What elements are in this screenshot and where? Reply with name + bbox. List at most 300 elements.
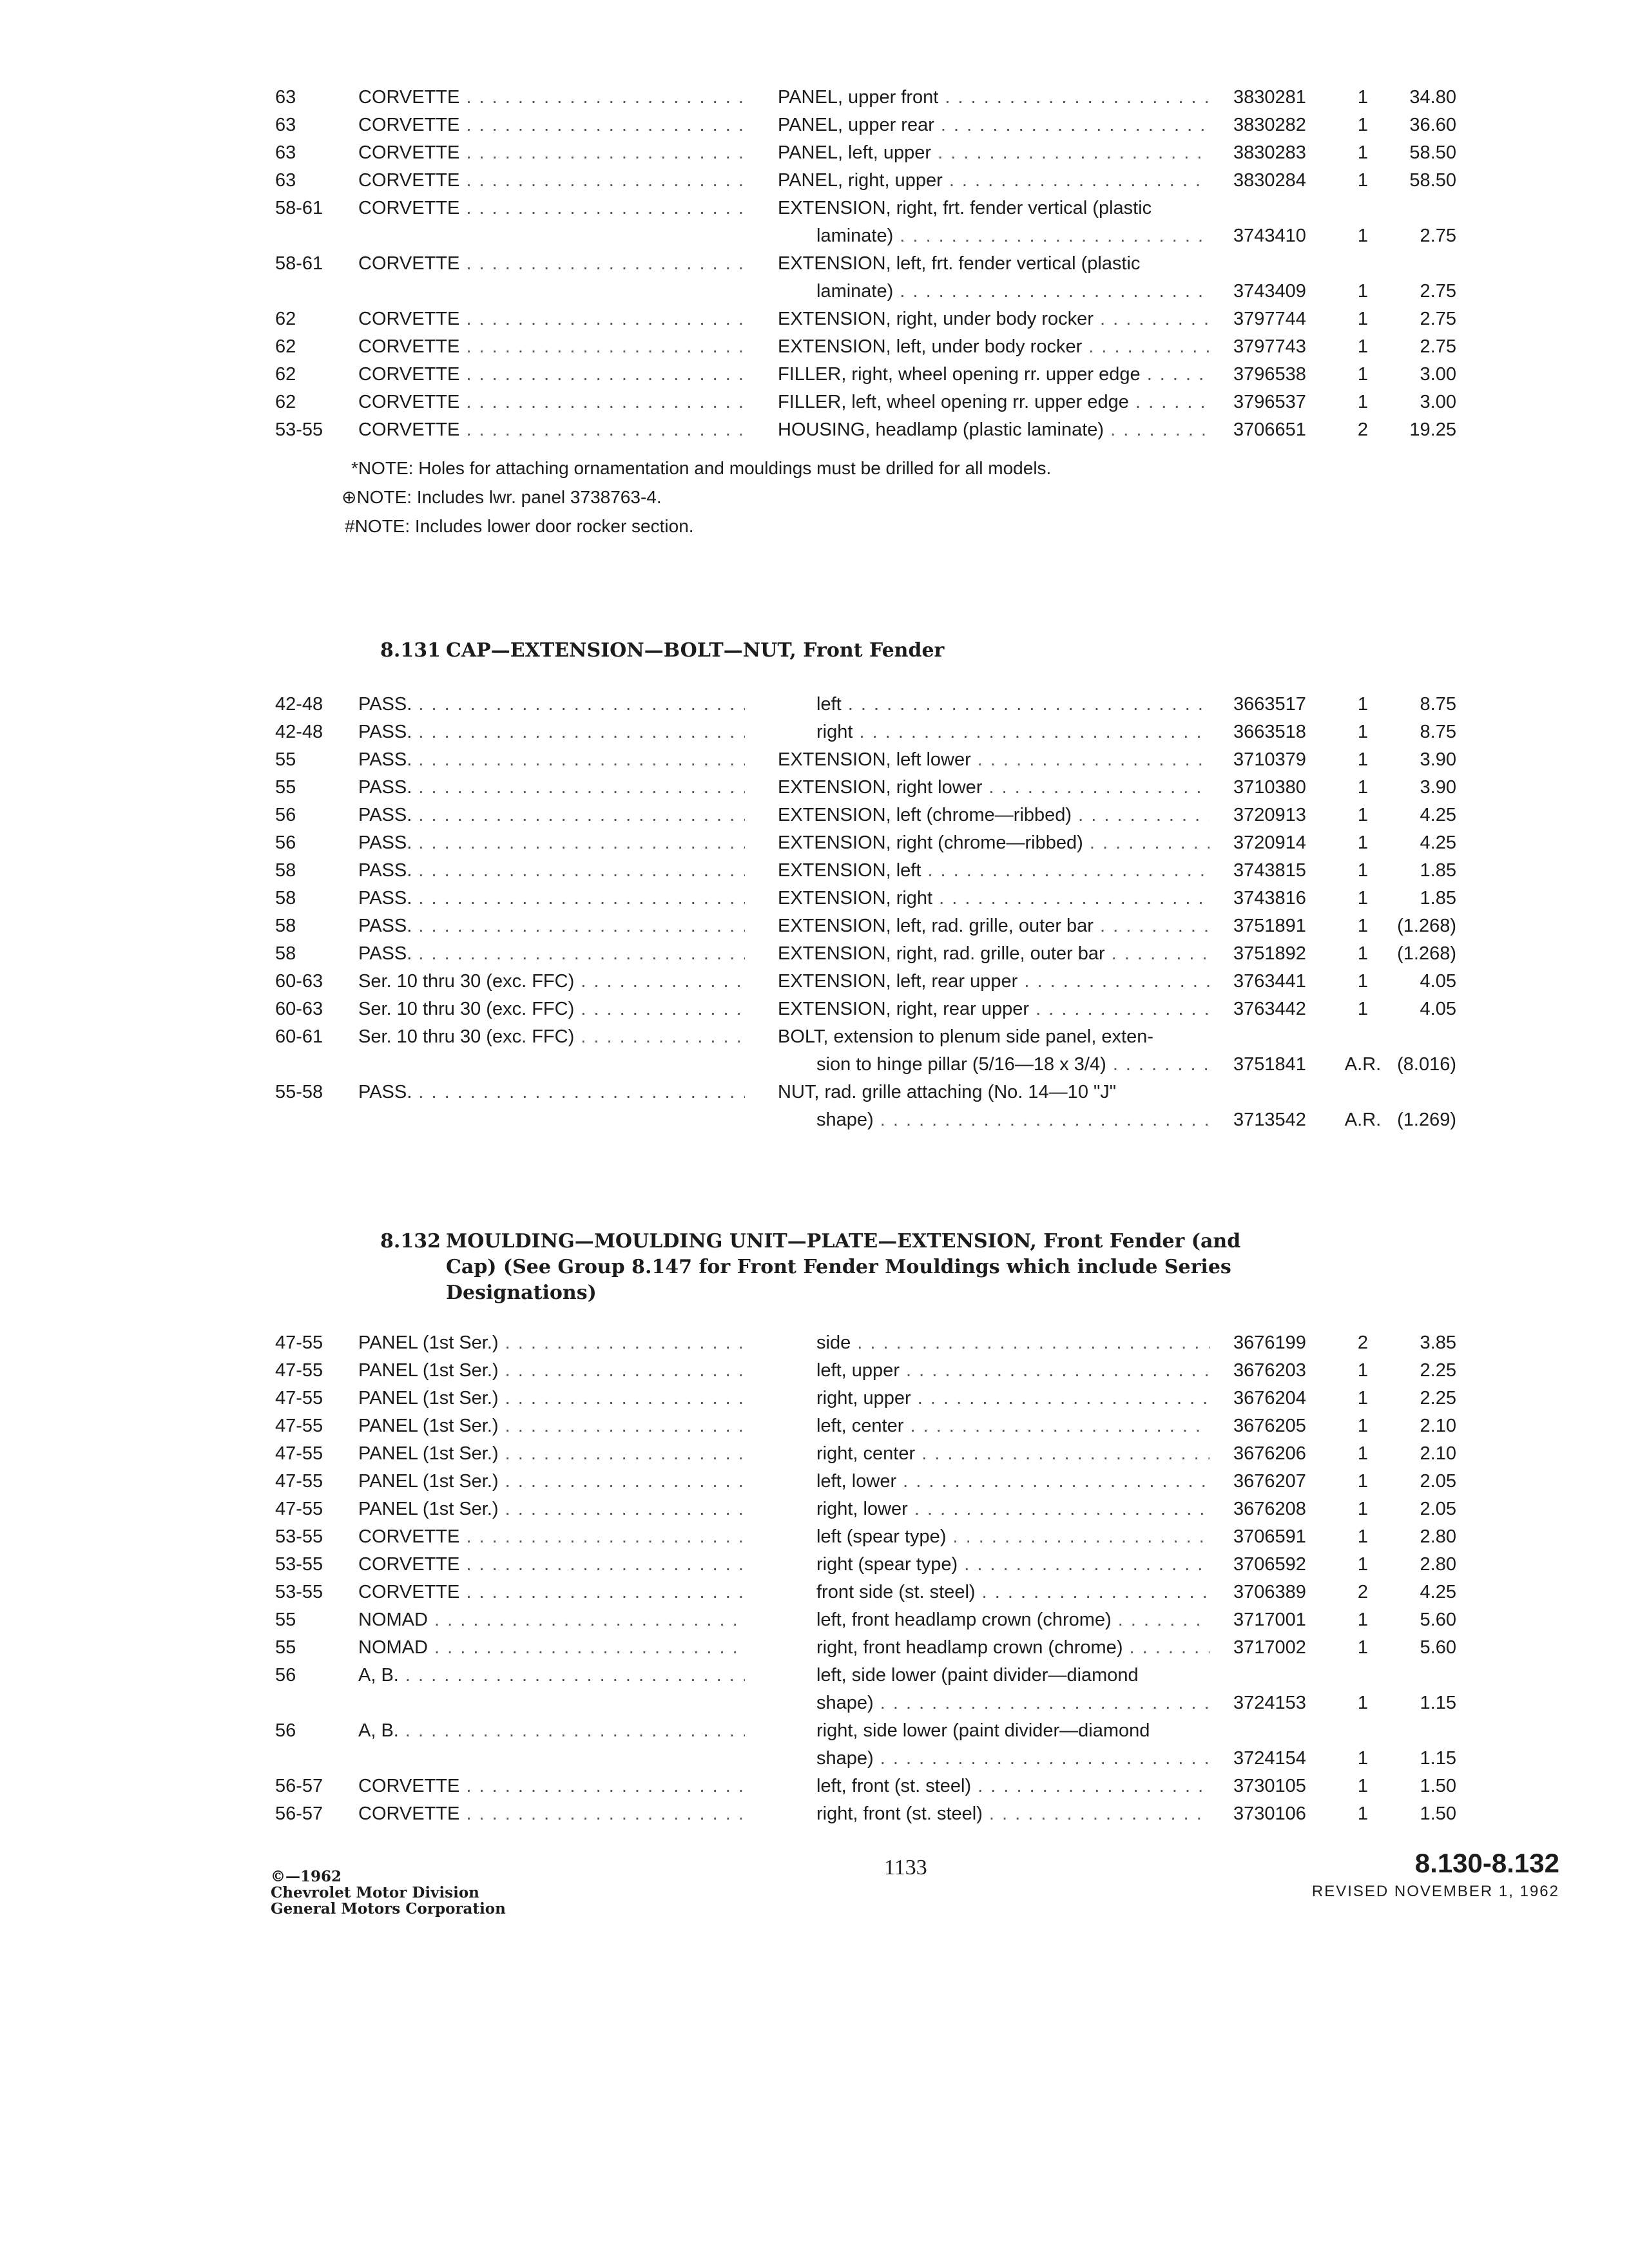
- model-designation: CORVETTE . . .: [358, 1773, 745, 1800]
- price: 2.05: [1420, 1499, 1456, 1519]
- model-year: 58: [275, 888, 296, 908]
- copyright-year: ©—1962: [271, 1868, 342, 1885]
- description-line-1: left, front headlamp crown (chrome) . . .: [778, 1606, 1210, 1634]
- quantity: 1: [1357, 1554, 1369, 1575]
- quantity: 1: [1357, 364, 1369, 385]
- part-number: 3830284: [1233, 170, 1306, 191]
- model-year: 55: [275, 1610, 296, 1630]
- quantity: 1: [1357, 142, 1369, 163]
- price: 2.10: [1420, 1443, 1456, 1464]
- section-title: MOULDING—MOULDING UNIT—PLATE—EXTENSION, Front Fender (and Cap) (See Group 8.147 for Front Fender Mouldings which include Series Designations): [446, 1230, 1241, 1304]
- part-description: [778, 195, 1210, 250]
- model-designation: PANEL (1st Ser.) . . .: [358, 1412, 745, 1440]
- model-designation: PANEL (1st Ser.) . . .: [358, 1495, 745, 1523]
- copyright-corporation: General Motors Corporation: [271, 1900, 506, 1917]
- quantity: 1: [1357, 115, 1369, 135]
- model-designation: PANEL (1st Ser.) . . .: [358, 1440, 745, 1468]
- part-number: 3724154: [1233, 1748, 1306, 1769]
- model-designation: PASS. . . .: [358, 746, 745, 774]
- price: 4.05: [1420, 999, 1456, 1019]
- part-row: [0, 1523, 1629, 1551]
- part-row: [0, 1023, 1629, 1079]
- quantity: 1: [1357, 1416, 1369, 1436]
- part-number: 3706651: [1233, 419, 1306, 440]
- description-line-1: EXTENSION, right, under body rocker . . .: [778, 305, 1210, 333]
- part-number: 3796538: [1233, 364, 1306, 385]
- part-number: 3830281: [1233, 87, 1306, 108]
- quantity: 1: [1357, 777, 1369, 798]
- part-row: [0, 774, 1629, 802]
- model-year: 63: [275, 87, 296, 108]
- part-number: 3713542: [1233, 1110, 1306, 1130]
- part-description: [778, 691, 1210, 718]
- note-lower-panel: ⊕NOTE: Includes lwr. panel 3738763-4.: [342, 487, 662, 507]
- model-year: 56: [275, 832, 296, 853]
- model-designation: PASS. . . .: [358, 857, 745, 885]
- part-description: [778, 912, 1210, 940]
- part-row: [0, 1579, 1629, 1606]
- price: 1.50: [1420, 1803, 1456, 1824]
- model-year: 63: [275, 142, 296, 163]
- part-row: [0, 940, 1629, 968]
- description-line-1: side . . .: [778, 1329, 1210, 1357]
- part-number: 3676199: [1233, 1332, 1306, 1353]
- part-number: 3676204: [1233, 1388, 1306, 1408]
- part-row: [0, 746, 1629, 774]
- description-line-1: left, side lower (paint divider—diamond: [816, 1665, 1139, 1686]
- description-line-1: EXTENSION, left (chrome—ribbed) . . .: [778, 802, 1210, 829]
- part-number: 3724153: [1233, 1693, 1306, 1713]
- description-line-1: EXTENSION, right, rear upper . . .: [778, 995, 1210, 1023]
- part-description: [778, 1551, 1210, 1579]
- description-line-2: laminate) . . .: [778, 278, 1210, 305]
- price: 2.25: [1420, 1388, 1456, 1408]
- part-description: [778, 333, 1210, 361]
- model-designation: CORVETTE . . .: [358, 111, 745, 139]
- model-designation: PASS. . . .: [358, 940, 745, 968]
- price: 1.15: [1420, 1693, 1456, 1713]
- part-description: [778, 802, 1210, 829]
- model-year: 62: [275, 392, 296, 412]
- part-description: [778, 1412, 1210, 1440]
- description-line-1: EXTENSION, left, rear upper . . .: [778, 968, 1210, 995]
- part-row: [0, 139, 1629, 167]
- price: 2.75: [1420, 281, 1456, 302]
- part-description: [778, 940, 1210, 968]
- part-number: 3676208: [1233, 1499, 1306, 1519]
- description-line-1: left (spear type) . . .: [778, 1523, 1210, 1551]
- part-row: [0, 1357, 1629, 1385]
- model-designation: PANEL (1st Ser.) . . .: [358, 1329, 745, 1357]
- model-year: 60-63: [275, 999, 323, 1019]
- quantity: 1: [1357, 1443, 1369, 1464]
- model-year: 58: [275, 860, 296, 881]
- copyright-block: [271, 1869, 506, 1917]
- model-year: 53-55: [275, 1582, 323, 1602]
- part-row: [0, 1440, 1629, 1468]
- description-line-1: EXTENSION, left, frt. fender vertical (plastic: [778, 253, 1141, 274]
- quantity: 1: [1357, 1526, 1369, 1547]
- parts-table-continued: [0, 84, 1629, 444]
- part-description: [778, 1523, 1210, 1551]
- part-description: [778, 718, 1210, 746]
- part-row: [0, 84, 1629, 111]
- quantity: 1: [1357, 226, 1369, 246]
- price: 36.60: [1409, 115, 1456, 135]
- part-row: [0, 167, 1629, 195]
- part-row: [0, 195, 1629, 250]
- part-row: [0, 829, 1629, 857]
- model-designation: PASS. . . .: [358, 885, 745, 912]
- part-description: [778, 139, 1210, 167]
- quantity: 1: [1357, 1499, 1369, 1519]
- note-door-rocker: #NOTE: Includes lower door rocker section.: [345, 516, 694, 536]
- part-number: 3796537: [1233, 392, 1306, 412]
- quantity: 1: [1357, 805, 1369, 825]
- quantity: 2: [1357, 1582, 1369, 1602]
- quantity: 1: [1357, 749, 1369, 770]
- description-line-1: FILLER, right, wheel opening rr. upper edge . . .: [778, 361, 1210, 389]
- part-description: [778, 995, 1210, 1023]
- model-designation: PANEL (1st Ser.) . . .: [358, 1468, 745, 1495]
- description-line-1: right, lower . . .: [778, 1495, 1210, 1523]
- model-designation: CORVETTE . . .: [358, 195, 745, 222]
- model-designation: A, B. . . .: [358, 1717, 745, 1745]
- section-number: 8.131: [380, 639, 441, 662]
- parts-table-8-132: [0, 1329, 1629, 1828]
- quantity: 1: [1357, 888, 1369, 908]
- part-description: [778, 1468, 1210, 1495]
- description-line-1: FILLER, left, wheel opening rr. upper edge . . .: [778, 389, 1210, 416]
- quantity: 1: [1357, 87, 1369, 108]
- part-description: [778, 829, 1210, 857]
- model-year: 58-61: [275, 253, 323, 274]
- model-year: 56: [275, 1720, 296, 1741]
- part-number: 3830282: [1233, 115, 1306, 135]
- description-line-1: right, side lower (paint divider—diamond: [816, 1720, 1150, 1741]
- part-row: [0, 857, 1629, 885]
- part-row: [0, 1468, 1629, 1495]
- part-row: [0, 912, 1629, 940]
- part-description: [778, 1800, 1210, 1828]
- description-line-1: right, center . . .: [778, 1440, 1210, 1468]
- model-year: 47-55: [275, 1388, 323, 1408]
- part-number: 3710380: [1233, 777, 1306, 798]
- description-line-1: PANEL, right, upper . . .: [778, 167, 1210, 195]
- price: 2.25: [1420, 1360, 1456, 1381]
- price: 1.15: [1420, 1748, 1456, 1769]
- quantity: 1: [1357, 281, 1369, 302]
- price: 1.85: [1420, 860, 1456, 881]
- model-designation: PASS. . . .: [358, 912, 745, 940]
- quantity: 1: [1357, 1610, 1369, 1630]
- part-row: [0, 1551, 1629, 1579]
- model-designation: CORVETTE . . .: [358, 305, 745, 333]
- model-year: 62: [275, 336, 296, 357]
- part-number: 3763442: [1233, 999, 1306, 1019]
- model-year: 47-55: [275, 1471, 323, 1492]
- part-number: 3743816: [1233, 888, 1306, 908]
- description-line-1: EXTENSION, right, frt. fender vertical (plastic: [778, 198, 1152, 218]
- model-designation: PASS. . . .: [358, 1079, 745, 1106]
- model-designation: CORVETTE . . .: [358, 167, 745, 195]
- part-row: [0, 1079, 1629, 1134]
- description-line-1: PANEL, left, upper . . .: [778, 139, 1210, 167]
- price: 5.60: [1420, 1610, 1456, 1630]
- part-description: [778, 1079, 1210, 1134]
- part-number: 3730106: [1233, 1803, 1306, 1824]
- description-line-2: sion to hinge pillar (5/16—18 x 3/4) . . .: [778, 1051, 1210, 1079]
- quantity: 1: [1357, 336, 1369, 357]
- group-range: 8.130-8.132: [1414, 1848, 1559, 1878]
- part-number: 3663518: [1233, 722, 1306, 742]
- model-year: 56-57: [275, 1776, 323, 1796]
- description-line-1: front side (st. steel) . . .: [778, 1579, 1210, 1606]
- model-designation: CORVETTE . . .: [358, 1800, 745, 1828]
- part-number: 3706592: [1233, 1554, 1306, 1575]
- model-designation: Ser. 10 thru 30 (exc. FFC) . . .: [358, 968, 745, 995]
- price: 4.25: [1420, 832, 1456, 853]
- part-row: [0, 361, 1629, 389]
- parts-table-8-131: [0, 691, 1629, 1134]
- quantity: 1: [1357, 170, 1369, 191]
- description-line-1: BOLT, extension to plenum side panel, exten-: [778, 1026, 1154, 1047]
- part-number: 3717002: [1233, 1637, 1306, 1658]
- price: (8.016): [1397, 1054, 1456, 1075]
- price: 1.50: [1420, 1776, 1456, 1796]
- price: (1.269): [1397, 1110, 1456, 1130]
- part-row: [0, 885, 1629, 912]
- description-line-1: PANEL, upper rear . . .: [778, 111, 1210, 139]
- price: 3.90: [1420, 749, 1456, 770]
- model-year: 60-61: [275, 1026, 323, 1047]
- revision-date: REVISED NOVEMBER 1, 1962: [1311, 1883, 1559, 1900]
- part-row: [0, 1717, 1629, 1773]
- description-line-1: EXTENSION, right . . .: [778, 885, 1210, 912]
- description-line-1: left, lower . . .: [778, 1468, 1210, 1495]
- price: 4.25: [1420, 805, 1456, 825]
- model-designation: CORVETTE . . .: [358, 1579, 745, 1606]
- model-year: 47-55: [275, 1332, 323, 1353]
- model-year: 47-55: [275, 1499, 323, 1519]
- model-year: 47-55: [275, 1416, 323, 1436]
- part-number: 3706591: [1233, 1526, 1306, 1547]
- model-designation: PASS. . . .: [358, 829, 745, 857]
- part-number: 3743410: [1233, 226, 1306, 246]
- part-description: [778, 1495, 1210, 1523]
- price: 8.75: [1420, 694, 1456, 715]
- price: 2.75: [1420, 336, 1456, 357]
- part-description: [778, 1385, 1210, 1412]
- model-designation: NOMAD . . .: [358, 1606, 745, 1634]
- price: 2.05: [1420, 1471, 1456, 1492]
- model-year: 58-61: [275, 198, 323, 218]
- price: 5.60: [1420, 1637, 1456, 1658]
- description-line-1: left . . .: [778, 691, 1210, 718]
- quantity: 1: [1357, 694, 1369, 715]
- description-line-1: left, upper . . .: [778, 1357, 1210, 1385]
- model-year: 63: [275, 115, 296, 135]
- description-line-1: EXTENSION, right (chrome—ribbed) . . .: [778, 829, 1210, 857]
- part-row: [0, 305, 1629, 333]
- part-description: [778, 1440, 1210, 1468]
- part-description: [778, 167, 1210, 195]
- model-year: 58: [275, 943, 296, 964]
- model-year: 42-48: [275, 722, 323, 742]
- part-description: [778, 361, 1210, 389]
- description-line-1: left, front (st. steel) . . .: [778, 1773, 1210, 1800]
- part-description: [778, 1579, 1210, 1606]
- quantity: 1: [1357, 309, 1369, 329]
- description-line-1: EXTENSION, left lower . . .: [778, 746, 1210, 774]
- model-designation: A, B. . . .: [358, 1662, 745, 1689]
- price: 2.10: [1420, 1416, 1456, 1436]
- model-designation: PASS. . . .: [358, 691, 745, 718]
- price: 3.85: [1420, 1332, 1456, 1353]
- part-number: 3743815: [1233, 860, 1306, 881]
- model-year: 53-55: [275, 419, 323, 440]
- description-line-2: shape) . . .: [778, 1689, 1210, 1717]
- quantity: 1: [1357, 1471, 1369, 1492]
- model-designation: CORVETTE . . .: [358, 389, 745, 416]
- description-line-1: EXTENSION, left . . .: [778, 857, 1210, 885]
- model-designation: CORVETTE . . .: [358, 139, 745, 167]
- description-line-2: shape) . . .: [778, 1106, 1210, 1134]
- model-designation: CORVETTE . . .: [358, 84, 745, 111]
- price: 2.80: [1420, 1526, 1456, 1547]
- quantity: 1: [1357, 943, 1369, 964]
- part-number: 3706389: [1233, 1582, 1306, 1602]
- part-number: 3676206: [1233, 1443, 1306, 1464]
- price: 4.25: [1420, 1582, 1456, 1602]
- copyright-division: Chevrolet Motor Division: [271, 1884, 479, 1901]
- price: 8.75: [1420, 722, 1456, 742]
- part-number: 3676205: [1233, 1416, 1306, 1436]
- model-year: 56: [275, 1665, 296, 1686]
- model-designation: CORVETTE . . .: [358, 250, 745, 278]
- model-year: 62: [275, 364, 296, 385]
- model-designation: PANEL (1st Ser.) . . .: [358, 1357, 745, 1385]
- part-number: 3830283: [1233, 142, 1306, 163]
- model-year: 56-57: [275, 1803, 323, 1824]
- part-number: 3763441: [1233, 971, 1306, 992]
- description-line-1: EXTENSION, right lower . . .: [778, 774, 1210, 802]
- model-year: 42-48: [275, 694, 323, 715]
- quantity: 1: [1357, 860, 1369, 881]
- description-line-1: EXTENSION, right, rad. grille, outer bar . . .: [778, 940, 1210, 968]
- part-description: [778, 857, 1210, 885]
- part-row: [0, 691, 1629, 718]
- description-line-1: right . . .: [778, 718, 1210, 746]
- part-description: [778, 1634, 1210, 1662]
- price: (1.268): [1397, 916, 1456, 936]
- quantity: 1: [1357, 1803, 1369, 1824]
- price: 58.50: [1409, 142, 1456, 163]
- model-designation: Ser. 10 thru 30 (exc. FFC) . . .: [358, 995, 745, 1023]
- price: (1.268): [1397, 943, 1456, 964]
- part-description: [778, 885, 1210, 912]
- quantity: 1: [1357, 1360, 1369, 1381]
- quantity: 1: [1357, 971, 1369, 992]
- part-description: [778, 1023, 1210, 1079]
- part-description: [778, 1773, 1210, 1800]
- part-row: [0, 1329, 1629, 1357]
- part-row: [0, 1800, 1629, 1828]
- description-line-2: laminate) . . .: [778, 222, 1210, 250]
- part-number: 3720913: [1233, 805, 1306, 825]
- part-row: [0, 1495, 1629, 1523]
- model-year: 47-55: [275, 1443, 323, 1464]
- part-row: [0, 995, 1629, 1023]
- part-number: 3797743: [1233, 336, 1306, 357]
- part-description: [778, 305, 1210, 333]
- part-description: [778, 1357, 1210, 1385]
- price: 1.85: [1420, 888, 1456, 908]
- model-designation: CORVETTE . . .: [358, 333, 745, 361]
- model-year: 55: [275, 1637, 296, 1658]
- section-number: 8.132: [380, 1230, 441, 1253]
- part-number: 3730105: [1233, 1776, 1306, 1796]
- part-row: [0, 1634, 1629, 1662]
- model-year: 53-55: [275, 1554, 323, 1575]
- part-row: [0, 1773, 1629, 1800]
- part-row: [0, 1662, 1629, 1717]
- part-row: [0, 111, 1629, 139]
- part-description: [778, 1662, 1210, 1717]
- part-description: [778, 84, 1210, 111]
- price: 19.25: [1409, 419, 1456, 440]
- model-designation: PANEL (1st Ser.) . . .: [358, 1385, 745, 1412]
- description-line-1: right, front headlamp crown (chrome) . . .: [778, 1634, 1210, 1662]
- quantity: 1: [1357, 722, 1369, 742]
- description-line-1: right, upper . . .: [778, 1385, 1210, 1412]
- description-line-2: shape) . . .: [778, 1745, 1210, 1773]
- quantity: A.R.: [1344, 1110, 1382, 1130]
- price: 2.75: [1420, 226, 1456, 246]
- part-row: [0, 1385, 1629, 1412]
- model-year: 58: [275, 916, 296, 936]
- description-line-1: EXTENSION, left, rad. grille, outer bar . . .: [778, 912, 1210, 940]
- quantity: 1: [1357, 1748, 1369, 1769]
- part-row: [0, 718, 1629, 746]
- description-line-1: right (spear type) . . .: [778, 1551, 1210, 1579]
- price: 2.80: [1420, 1554, 1456, 1575]
- part-number: 3717001: [1233, 1610, 1306, 1630]
- description-line-1: PANEL, upper front . . .: [778, 84, 1210, 111]
- description-line-1: EXTENSION, left, under body rocker . . .: [778, 333, 1210, 361]
- part-number: 3710379: [1233, 749, 1306, 770]
- part-number: 3751891: [1233, 916, 1306, 936]
- part-number: 3676203: [1233, 1360, 1306, 1381]
- part-number: 3751841: [1233, 1054, 1306, 1075]
- part-row: [0, 416, 1629, 444]
- part-number: 3797744: [1233, 309, 1306, 329]
- description-line-1: right, front (st. steel) . . .: [778, 1800, 1210, 1828]
- part-row: [0, 333, 1629, 361]
- price: 4.05: [1420, 971, 1456, 992]
- description-line-1: left, center . . .: [778, 1412, 1210, 1440]
- quantity: 1: [1357, 832, 1369, 853]
- model-designation: PASS. . . .: [358, 774, 745, 802]
- model-designation: NOMAD . . .: [358, 1634, 745, 1662]
- price: 3.90: [1420, 777, 1456, 798]
- description-line-1: NUT, rad. grille attaching (No. 14—10 "J": [778, 1082, 1117, 1102]
- model-year: 63: [275, 170, 296, 191]
- model-year: 53-55: [275, 1526, 323, 1547]
- price: 58.50: [1409, 170, 1456, 191]
- model-year: 60-63: [275, 971, 323, 992]
- quantity: 2: [1357, 419, 1369, 440]
